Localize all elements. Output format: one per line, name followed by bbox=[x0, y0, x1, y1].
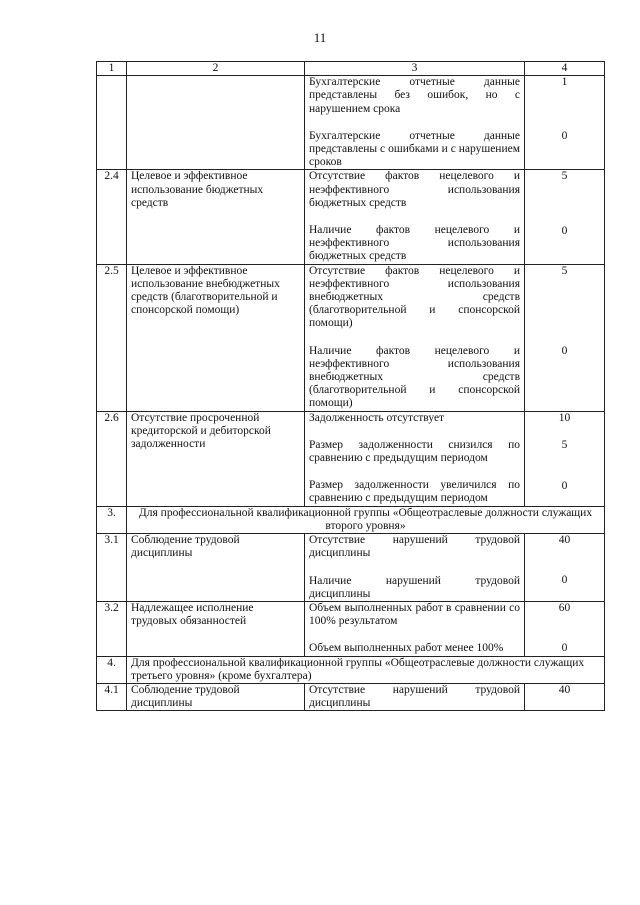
header-cell: 2 bbox=[127, 62, 305, 76]
indicator-text: Отсутствие фактов нецелевого и неэффективного использования внебюджетных средств (благотворительной и спонсорской помощи) bbox=[309, 264, 520, 330]
spacer bbox=[309, 628, 520, 642]
row-number: 2.4 bbox=[97, 170, 127, 264]
row-number bbox=[97, 76, 127, 170]
section-header-row bbox=[97, 506, 605, 533]
score-cell bbox=[525, 76, 605, 170]
table-row bbox=[97, 411, 605, 506]
spacer bbox=[309, 210, 520, 224]
indicator-text: Наличие фактов нецелевого и неэффективного использования внебюджетных средств (благотворительной и спонсорской помощи) bbox=[309, 344, 520, 410]
row-number: 4.1 bbox=[97, 683, 127, 710]
score-value: 0 bbox=[561, 642, 568, 655]
row-number: 3.1 bbox=[97, 534, 127, 602]
row-number: 3.2 bbox=[97, 601, 127, 656]
indicator-text: Объем выполненных работ в сравнении со 100% результатом bbox=[309, 601, 520, 628]
criterion-cell: Соблюдение трудовой дисциплины bbox=[127, 534, 305, 602]
score-value: 0 bbox=[561, 344, 568, 357]
score-value: 5 bbox=[561, 264, 568, 277]
spacer bbox=[309, 331, 520, 345]
spacer bbox=[309, 116, 520, 130]
score-value: 5 bbox=[561, 438, 568, 451]
section-title: Для профессиональной квалификационной группы «Общеотраслевые должности служащих второго уровня» bbox=[127, 506, 605, 533]
indicator-cell bbox=[305, 411, 525, 506]
indicator-text: Бухгалтерские отчетные данные представлены без ошибок, но с нарушением срока bbox=[309, 76, 520, 115]
score-value: 1 bbox=[561, 76, 568, 89]
indicator-text: Размер задолженности увеличился по сравнению с предыдущим периодом bbox=[309, 479, 520, 505]
table-row bbox=[97, 534, 605, 602]
score-value: 40 bbox=[558, 534, 571, 547]
indicator-text: Бухгалтерские отчетные данные представлены с ошибками и с нарушением сроков bbox=[309, 129, 520, 169]
indicator-text: Отсутствие фактов нецелевого и неэффективного использования бюджетных средств bbox=[309, 170, 520, 209]
indicator-cell bbox=[305, 534, 525, 602]
score-cell bbox=[525, 411, 605, 506]
row-number: 2.6 bbox=[97, 411, 127, 506]
spacer bbox=[309, 561, 520, 575]
criterion-cell: Надлежащее исполнение трудовых обязанностей bbox=[127, 601, 305, 656]
table-row bbox=[97, 683, 605, 710]
indicator-text: Отсутствие нарушений трудовой дисциплины bbox=[309, 534, 520, 560]
score-value: 0 bbox=[561, 130, 568, 143]
row-number: 2.5 bbox=[97, 264, 127, 411]
indicator-text: Задолженность отсутствует bbox=[309, 411, 445, 424]
indicator-text: Наличие фактов нецелевого и неэффективного использования бюджетных средств bbox=[309, 224, 520, 263]
criterion-cell: Отсутствие просроченной кредиторской и дебиторской задолженности bbox=[127, 411, 305, 506]
indicator-text: Отсутствие нарушений трудовой дисциплины bbox=[309, 683, 520, 710]
header-cell: 4 bbox=[525, 62, 605, 76]
score-value: 0 bbox=[561, 480, 568, 493]
spacer bbox=[309, 465, 520, 479]
score-cell bbox=[525, 601, 605, 656]
score-value: 0 bbox=[561, 574, 568, 587]
score-cell bbox=[525, 264, 605, 411]
spacer bbox=[309, 425, 520, 439]
criterion-cell: Целевое и эффективное использование бюджетных средств bbox=[127, 170, 305, 264]
row-number: 4. bbox=[97, 656, 127, 683]
page-number: 11 bbox=[313, 30, 327, 45]
table-row bbox=[97, 170, 605, 264]
criteria-table bbox=[96, 61, 605, 711]
criterion-cell bbox=[127, 76, 305, 170]
table-header-row bbox=[97, 62, 605, 76]
score-cell bbox=[525, 534, 605, 602]
indicator-text: Наличие нарушений трудовой дисциплины bbox=[309, 574, 520, 600]
table-row bbox=[97, 76, 605, 170]
score-cell bbox=[525, 170, 605, 264]
indicator-cell bbox=[305, 76, 525, 170]
table-row bbox=[97, 601, 605, 656]
indicator-cell bbox=[305, 683, 525, 710]
row-number: 3. bbox=[97, 506, 127, 533]
header-cell: 3 bbox=[305, 62, 525, 76]
score-value: 10 bbox=[558, 411, 571, 424]
section-title: Для профессиональной квалификационной группы «Общеотраслевые должности служащих третьего уровня» (кроме бухгалтера) bbox=[127, 656, 605, 683]
table-row bbox=[97, 264, 605, 411]
score-value: 5 bbox=[561, 170, 568, 183]
indicator-text: Объем выполненных работ менее 100% bbox=[309, 642, 504, 655]
indicator-cell bbox=[305, 601, 525, 656]
indicator-text: Размер задолженности снизился по сравнению с предыдущим периодом bbox=[309, 438, 520, 465]
score-value: 0 bbox=[561, 224, 568, 237]
criterion-cell: Соблюдение трудовой дисциплины bbox=[127, 683, 305, 710]
indicator-cell bbox=[305, 170, 525, 264]
score-value: 40 bbox=[558, 683, 571, 696]
score-value: 60 bbox=[558, 601, 571, 614]
indicator-cell bbox=[305, 264, 525, 411]
header-cell: 1 bbox=[97, 62, 127, 76]
section-header-row bbox=[97, 656, 605, 683]
score-cell bbox=[525, 683, 605, 710]
criterion-cell: Целевое и эффективное использование внебюджетных средств (благотворительной и спонсорской помощи) bbox=[127, 264, 305, 411]
